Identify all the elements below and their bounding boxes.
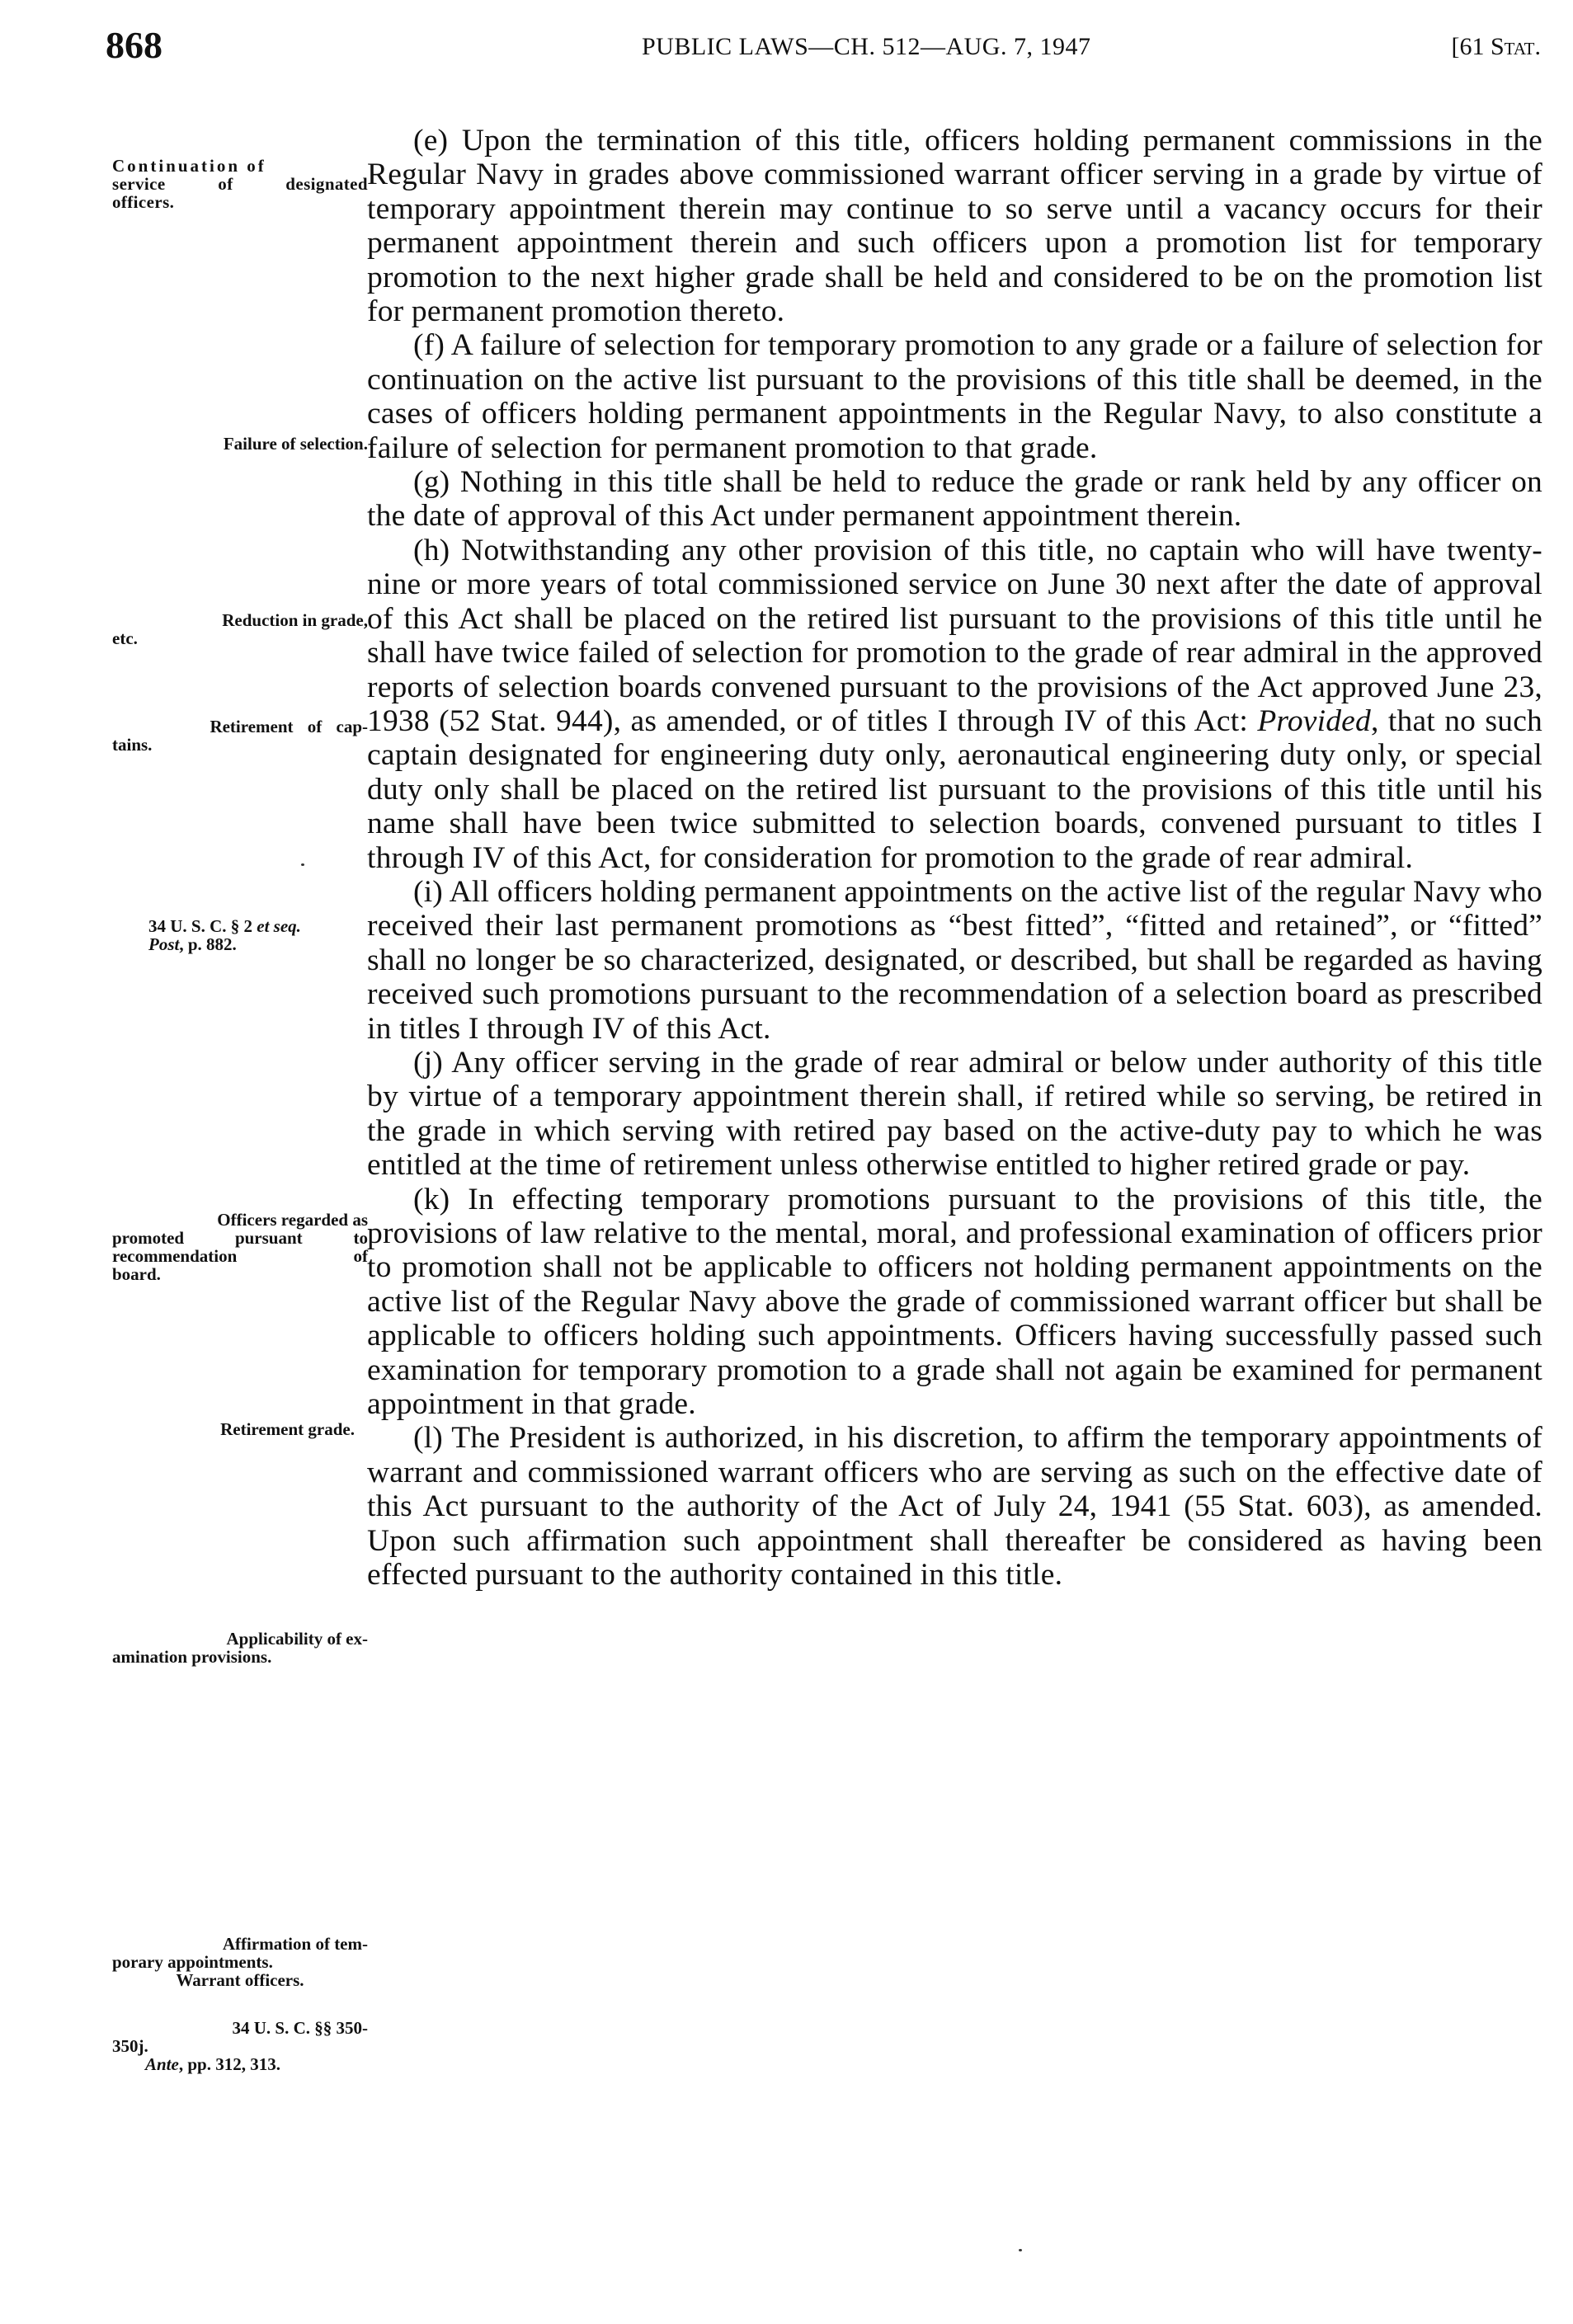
margin-note-line: Continuation of (112, 156, 266, 176)
page-number: 868 (106, 24, 162, 66)
margin-note-line: Retirement grade. (220, 1419, 355, 1439)
paragraph-i: (i) All officers holding permanent appointments on the active list of the regular Navy who received their last permanent promotions as “best fitted”, “fitted and retained”, or “fitted” shall no longer be so characterized, designated, or described, but shall be regarded as having received such promotions pursuant to the recommendation of a selection board as prescribed in titles I through IV of this Act. (367, 874, 1542, 1046)
margin-note-line: officers. (112, 192, 175, 212)
proviso-keyword: Provided (1257, 703, 1371, 738)
margin-note-affirmation-of-temporary-appointments (112, 1935, 368, 1989)
margin-note-line: Affirmation of tem- (222, 1934, 368, 1954)
margin-note-retirement-grade (112, 1420, 368, 1438)
citation-text: , p. 882. (179, 934, 237, 954)
margin-note-retirement-of-captains (112, 717, 368, 754)
statute-volume-number: [61 (1451, 33, 1491, 60)
margin-note-line: Failure of selection. (223, 434, 368, 454)
margin-note-line: porary appointments. (112, 1952, 273, 1972)
margin-note-line: amination provisions. (112, 1647, 272, 1667)
print-speck (1019, 2249, 1022, 2251)
margin-note-line (112, 2055, 368, 2073)
margin-note-line (148, 917, 368, 935)
margin-note-usc-reference-l (112, 2019, 368, 2073)
citation-italic: Ante (145, 2054, 179, 2074)
margin-note-line: Reduction in grade, (222, 610, 368, 630)
margin-note-line: Warrant officers. (176, 1970, 304, 1990)
margin-note-officers-regarded-as-promoted (112, 1211, 368, 1283)
margin-note-line: Applicability of ex- (226, 1629, 368, 1649)
margin-note-line: service of designated (112, 174, 368, 194)
margin-note-failure-of-selection (112, 435, 368, 453)
statute-body (367, 124, 1542, 1592)
margin-note-line: etc. (112, 628, 138, 648)
margin-note-continuation-of-service (112, 157, 368, 211)
margin-note-line: Retirement of cap- (210, 717, 368, 736)
paragraph-k: (k) In effecting temporary promotions pursuant to the provisions of this title, the provisions of law relative to the mental, moral, and professional examination of officers prior to promotion shall not be applicable to officers not holding permanent appointments on the active list of the Regular Navy above the grade of commissioned warrant officer but shall be applicable to officers holding such appointments. Officers having successfully passed such examination for temporary promotion to a grade shall not again be examined for permanent appointment in that grade. (367, 1182, 1542, 1422)
statute-abbrev: Stat. (1491, 33, 1541, 60)
paragraph-e: (e) Upon the termination of this title, officers holding permanent commissions in the Regular Navy in grades above commissioned warrant officer serving in a grade by virtue of temporary appointment therein may continue to so serve until a vacancy occurs for their permanent appointment therein and such officers upon a promotion list for temporary promotion to the next higher grade shall be held and considered to be on the promotion list for permanent promotion thereto. (367, 124, 1542, 329)
paragraph-f: (f) A failure of selection for temporary promotion to any grade or a failure of selection for continuation on the active list pursuant to the provisions of this title shall be deemed, in the cases of officers holding permanent appointments in the Regular Navy, to also constitute a failure of selection for permanent promotion to that grade. (367, 328, 1542, 465)
print-speck (301, 863, 304, 866)
margin-note-applicability-of-examination (112, 1630, 368, 1666)
margin-note-line: Officers regarded as (217, 1210, 368, 1230)
running-head: PUBLIC LAWS—CH. 512—AUG. 7, 1947 (642, 33, 1091, 60)
citation-text: 34 U. S. C. § 2 (148, 916, 257, 936)
paragraph-j: (j) Any officer serving in the grade of rear admiral or below under authority of this title by virtue of a temporary appointment therein shall, if retired while so serving, be retired in the grade in which serving with retired pay based on the active-duty pay to which he was entitled at the time of retirement unless otherwise entitled to higher retired grade or pay. (367, 1045, 1542, 1183)
paragraph-h (367, 534, 1542, 875)
citation-italic: Post (148, 934, 180, 954)
citation-italic: et seq. (257, 916, 301, 936)
margin-note-line: board. (112, 1264, 161, 1284)
margin-note-line: tains. (112, 735, 153, 755)
page-header (106, 23, 1541, 73)
paragraph-l: (l) The President is authorized, in his discretion, to affirm the temporary appointments of warrant and commissioned warrant officers who are serving as such on the effective date of this Act pursuant to the authority of the Act of July 24, 1941 (55 Stat. 603), as amended. Upon such affirmation such appointment shall thereafter be considered as having been effected pursuant to the authority contained in this title. (367, 1421, 1542, 1592)
margin-note-reduction-in-grade (112, 611, 368, 647)
paragraph-h-text: (h) Notwithstanding any other provision of this title, no captain who will have twenty-nine or more years of total commissioned service on June 30 next after the date of approval of this Act shall be placed on the retired list pursuant to the provisions of this title until he shall have twice failed of selection for promotion to the grade of rear admiral in the approved reports of selection boards convened pursuant to the provisions of the Act approved June 23, 1938 (52 Stat. 944), as amended, or of titles I through IV of this Act: (367, 533, 1542, 738)
paragraph-h-proviso-text: , that no such captain designated for engineering duty only, aeronautical engineering duty only, or special duty only shall be placed on the retired list pursuant to the provisions of this title until his name shall have been twice submitted to selection boards, convened pursuant to titles I through IV of this Act, for consideration for promotion to the grade of rear admiral. (367, 703, 1542, 875)
margin-note-line: 350j. (112, 2036, 148, 2056)
citation-text: , pp. 312, 313. (178, 2054, 280, 2074)
paragraph-g: (g) Nothing in this title shall be held to reduce the grade or rank held by any officer on the date of approval of this Act under permanent appointment therein. (367, 465, 1542, 534)
margin-note-line: promoted pursuant to (112, 1228, 368, 1248)
statute-volume-ref (1452, 33, 1542, 61)
margin-note-usc-reference-h (148, 917, 368, 953)
margin-note-line: recommendation of (112, 1246, 368, 1266)
margin-note-line (148, 935, 368, 953)
margin-note-line: 34 U. S. C. §§ 350- (232, 2018, 368, 2038)
